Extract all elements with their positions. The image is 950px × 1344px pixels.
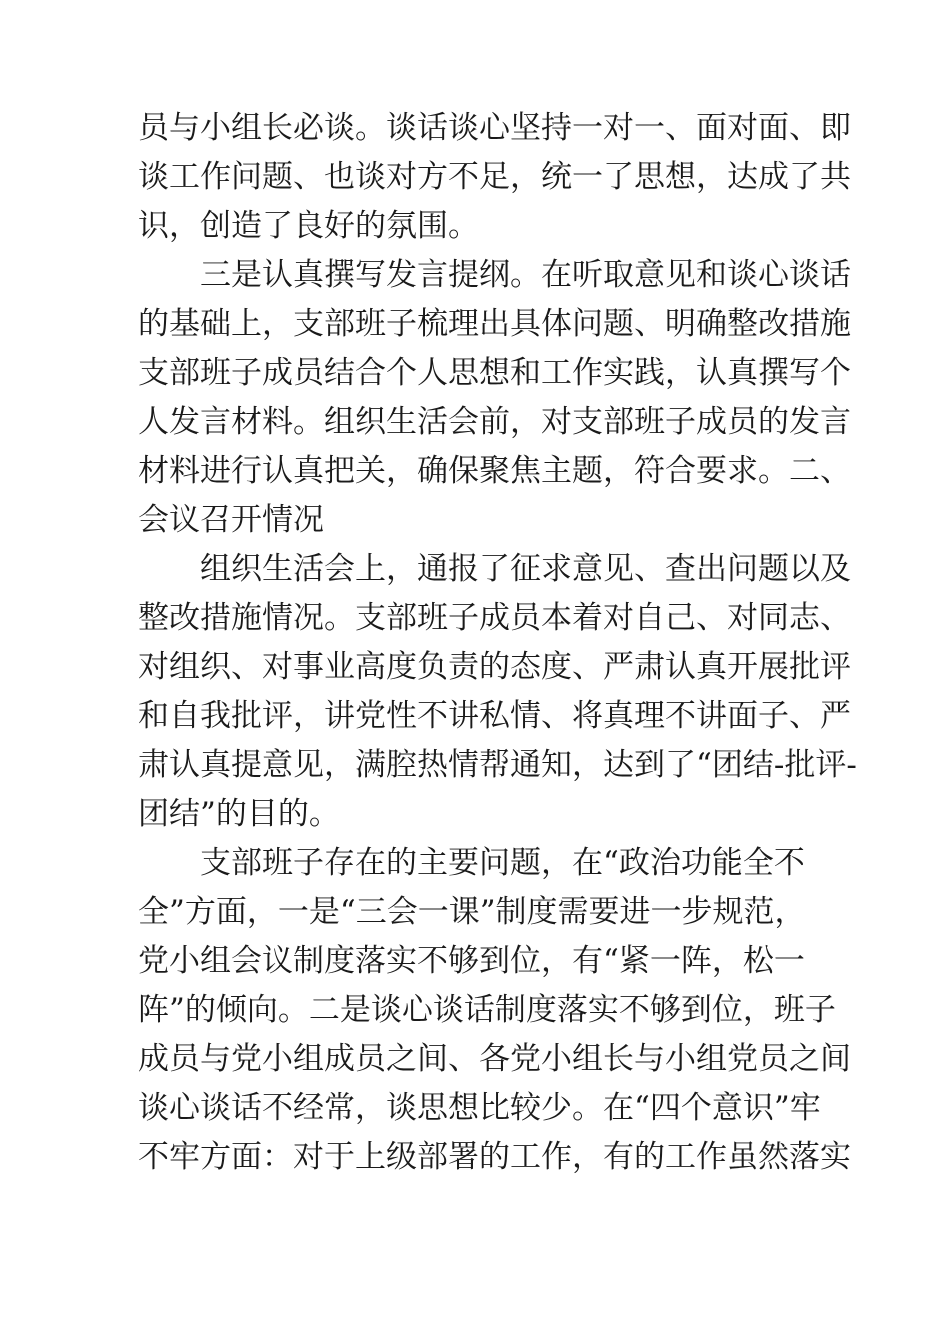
text-line: 谈工作问题、也谈对方不足，统一了思想，达成了共 — [138, 159, 851, 195]
body-text — [138, 104, 857, 1182]
text-line: 和自我批评，讲党性不讲私情、将真理不讲面子、严 — [138, 698, 851, 734]
text-line: 整改措施情况。支部班子成员本着对自己、对同志、 — [138, 600, 851, 636]
text-line: 识，创造了良好的氛围。 — [138, 208, 479, 244]
text-line: 人发言材料。组织生活会前，对支部班子成员的发言 — [138, 404, 851, 440]
text-line: 成员与党小组成员之间、各党小组长与小组党员之间 — [138, 1041, 851, 1077]
text-line: 团结”的目的。 — [138, 796, 340, 832]
paragraph-first-line: 支部班子存在的主要问题，在“政治功能全不 — [200, 845, 805, 881]
text-line: 阵”的倾向。二是谈心谈话制度落实不够到位，班子 — [138, 992, 836, 1028]
text-line: 支部班子成员结合个人思想和工作实践，认真撰写个 — [138, 355, 851, 391]
paragraph-first-line: 组织生活会上，通报了征求意见、查出问题以及 — [200, 551, 851, 587]
text-line: 员与小组长必谈。谈话谈心坚持一对一、面对面、即 — [138, 110, 851, 146]
text-line: 党小组会议制度落实不够到位，有“紧一阵，松一 — [138, 943, 805, 979]
text-line: 不牢方面：对于上级部署的工作，有的工作虽然落实 — [138, 1139, 851, 1175]
text-line: 材料进行认真把关，确保聚焦主题，符合要求。二、 — [138, 453, 851, 489]
text-line: 的基础上，支部班子梳理出具体问题、明确整改措施 — [138, 306, 851, 342]
text-line: 会议召开情况 — [138, 502, 324, 538]
text-line: 谈心谈话不经常，谈思想比较少。在“四个意识”牢 — [138, 1090, 821, 1126]
text-line: 对组织、对事业高度负责的态度、严肃认真开展批评 — [138, 649, 851, 685]
text-line: 肃认真提意见，满腔热情帮通知，达到了“团结-批评- — [138, 747, 857, 783]
text-line: 全”方面，一是“三会一课”制度需要进一步规范， — [138, 894, 806, 930]
paragraph-first-line: 三是认真撰写发言提纲。在听取意见和谈心谈话 — [200, 257, 851, 293]
